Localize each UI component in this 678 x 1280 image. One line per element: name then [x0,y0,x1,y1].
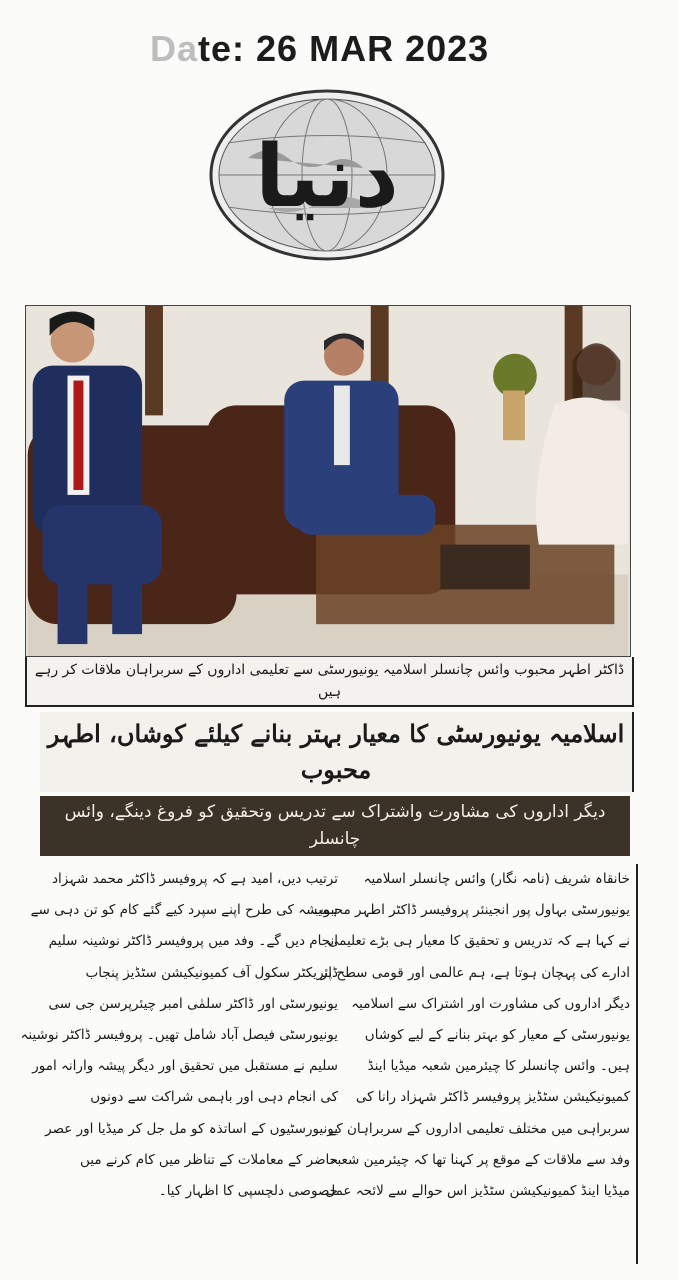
text-line: وفد سے ملاقات کے موقع پر کہنا تھا کہ چیئرمین شعبہ [329,1151,630,1168]
text-line: خصوصی دلچسپی کا اظہار کیا۔ [158,1183,338,1200]
text-line: سلیم نے مستقبل میں تحقیق اور دیگر پیشہ وارانہ امور [32,1058,338,1075]
text-line: کمیونیکیشن سٹڈیز پروفیسر ڈاکٹر شہزاد رانا کی [355,1089,630,1106]
text-line: یونیورسٹیوں کے اساتذہ کو مل جل کر میڈیا اور عصر [45,1120,338,1137]
text-line: ہمیشہ کی طرح اپنے سپرد کیے گئے کام کو تن دہی سے [30,902,338,919]
text-line: سربراہی میں مختلف تعلیمی اداروں کے سربراہان کے [328,1120,630,1137]
text-line: ادارے کی پہچان ہوتا ہے، ہم عالمی اور قومی سطح پر [320,964,630,981]
clipping-date [150,28,489,70]
text-line: کی انجام دہی اور باہمی شراکت سے دونوں [90,1089,338,1106]
text-line: یونیورسٹی بہاول پور انجینئر پروفیسر ڈاکٹر اطہر محبوب [311,902,630,919]
text-line: انجام دیں گے۔ وفد میں پروفیسر ڈاکٹر نوشینہ سلیم [48,933,338,950]
text-line: ترتیب دیں، امید ہے کہ پروفیسر ڈاکٹر محمد شہزاد [51,871,338,887]
photo-caption: ڈاکٹر اطہر محبوب وائس چانسلر اسلامیہ یونیورسٹی سے تعلیمی اداروں کے سربراہان ملاقات کر رہے ہیں [34,662,625,700]
date-value: te: 26 MAR 2023 [198,28,490,69]
text-line: ہیں۔ وائس چانسلر کا چیئرمین شعبہ میڈیا اینڈ [367,1058,630,1075]
news-photo [25,305,631,657]
text-line: یونیورسٹی فیصل آباد شامل تھیں۔ پروفیسر ڈاکٹر نوشینہ [20,1027,338,1044]
article-subheadline: دیگر اداروں کی مشاورت واشتراک سے تدریس وتحقیق کو فروغ دینگے، وائس چانسلر [64,802,606,849]
text-line: یونیورسٹی کے معیار کو بہتر بنانے کے لیے کوشاں [364,1027,630,1044]
text-line: دیگر اداروں کی مشاورت اور اشتراک سے اسلامیہ [351,995,630,1012]
article-column-right [311,864,638,1264]
newspaper-logo [208,88,446,262]
globe-icon [208,88,446,262]
photo-caption-box [25,657,634,707]
text-line: حاضر کے معاملات کے تناظر میں کام کرنے میں [80,1151,338,1168]
text-line: خانقاہ شریف (نامہ نگار) وائس چانسلر اسلامیہ [363,871,630,887]
text-line: میڈیا اینڈ کمیونیکیشن سٹڈیز اس حوالے سے لائحہ عمل [325,1183,630,1200]
date-prefix: Da [150,28,199,69]
article-column-left [22,864,338,1207]
text-line: ڈائریکٹر سکول آف کمیونیکیشن سٹڈیز پنجاب [85,964,338,981]
text-line: یونیورسٹی اور ڈاکٹر سلمٰی امبر چیئرپرسن جی سی [48,995,338,1012]
article-subheadline-box [40,796,630,856]
article-headline-box [40,712,634,792]
text-line: نے کہا ہے کہ تدریس و تحقیق کا معیار ہی بڑے تعلیمی [327,933,630,950]
article-headline: اسلامیہ یونیورسٹی کا معیار بہتر بنانے کیلئے کوشاں، اطہر محبوب [47,719,625,784]
logo-text: دنیا [255,127,399,227]
